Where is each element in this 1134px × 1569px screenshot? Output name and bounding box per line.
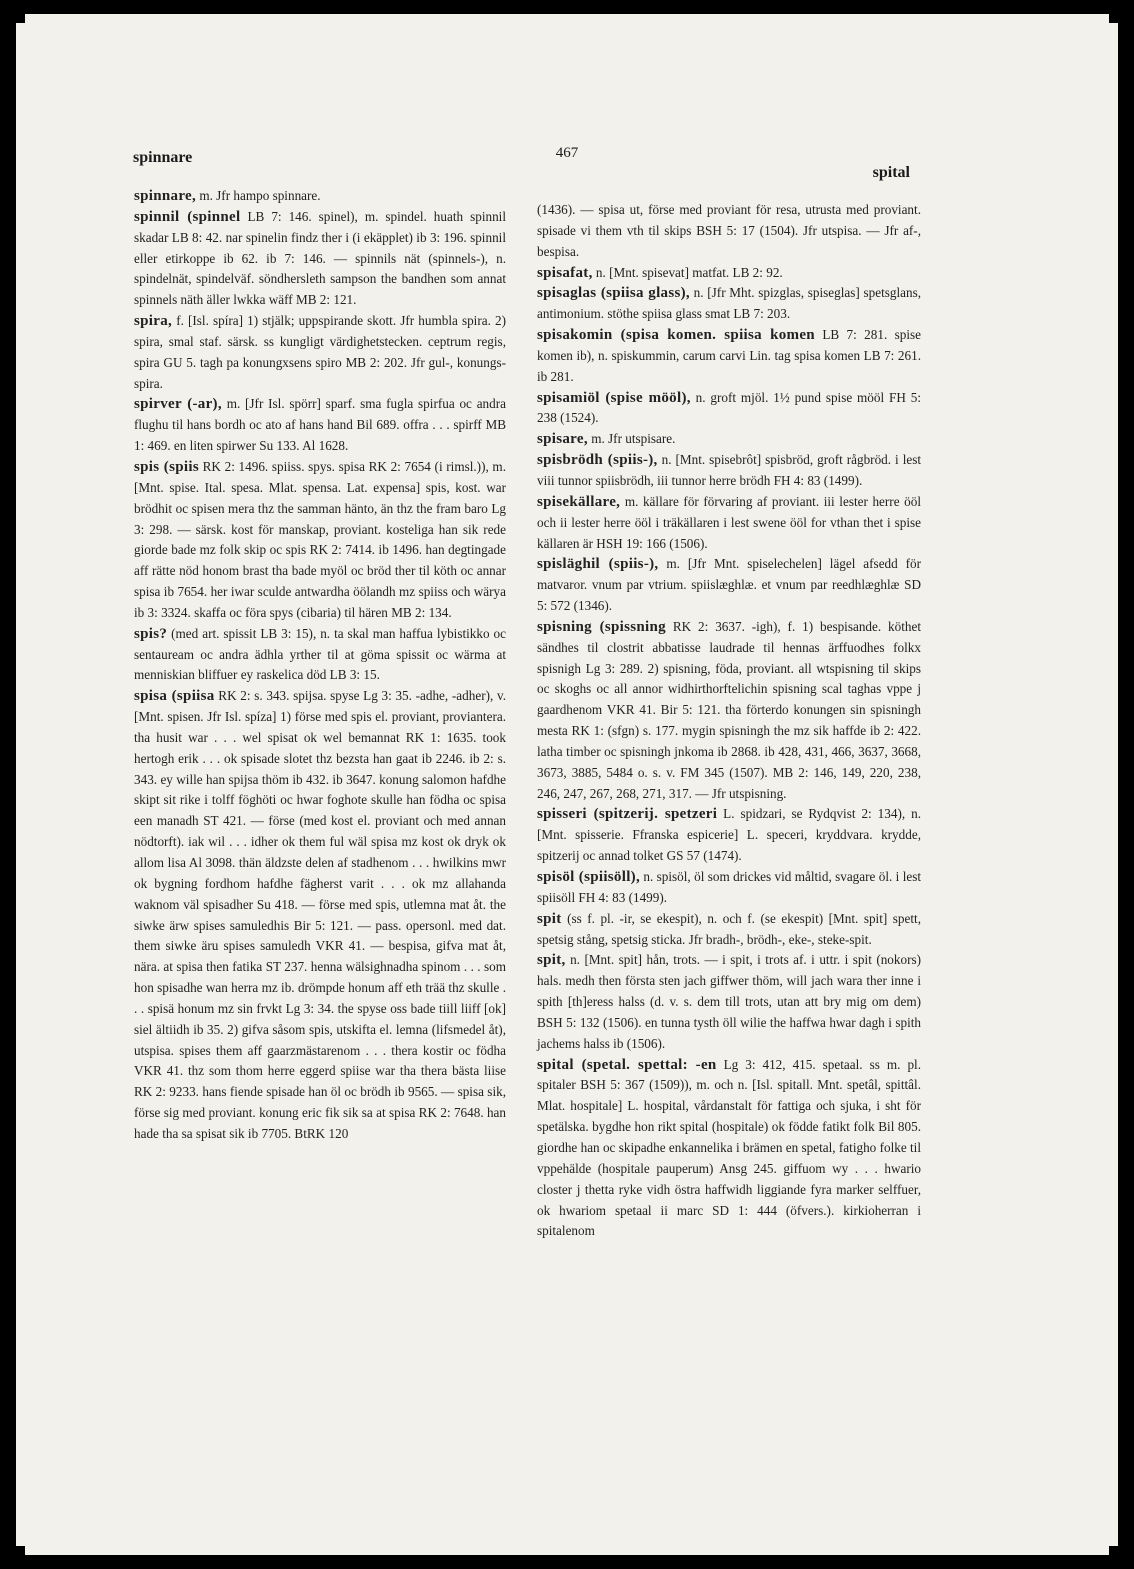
dictionary-entry	[537, 325, 921, 388]
dictionary-entry	[537, 867, 921, 909]
corner-mark-bottom-left	[16, 1546, 25, 1555]
dictionary-entry	[537, 200, 921, 263]
entry-text: m. källare för förvaring af proviant. iii lester herre ööl och ii lester herre ööl i träkällaren i lest swene ööl for vthan thet i spise källaren är HSH 19: 166 (1506).	[537, 493, 921, 551]
entry-text: n. groft mjöl. 1½ pund spise mööl FH 5: 238 (1524).	[537, 389, 921, 426]
dictionary-entry	[537, 283, 921, 325]
entry-text: n. [Mnt. spisevat] matfat. LB 2: 92.	[595, 264, 783, 280]
dictionary-entry	[134, 186, 506, 207]
entry-headword: spisamiöl (spise mööl),	[537, 389, 691, 406]
entry-text: L. spidzari, se Rydqvist 2: 134), n. [Mnt. spisserie. Ffranska espicerie] L. speceri, kryddvara. krydde, spitzerij oc annad tolket GS 57 (1474).	[537, 806, 921, 864]
dictionary-entry	[134, 207, 506, 311]
entry-headword: spira,	[134, 313, 173, 330]
entry-headword: spinnil (spinnel	[134, 208, 241, 225]
entry-text: LB 7: 146. spinel), m. spindel. huath spinnil skadar LB 8: 42. nar spinelin findz ther i (i ekäpplet) ib 3: 196. spinnil eller etirkoppe ib 62. ib 7: 146. — spinnils nät (spinnels-), n. spindelnät, spindelväf. söndhersleth sampson the bandhen som annat spinnels näth äller lwkka wäff MB 2: 121.	[134, 208, 506, 308]
entry-headword: spis?	[134, 625, 168, 642]
left-column	[134, 186, 506, 1145]
dictionary-entry	[537, 950, 921, 1054]
dictionary-entry	[537, 429, 921, 450]
entry-headword: spital (spetal. spettal: -en	[537, 1056, 717, 1073]
running-head-right: spital	[872, 164, 910, 181]
dictionary-entry	[537, 492, 921, 555]
entry-text: n. spisöl, öl som drickes vid måltid, svagare öl. i lest spiisöll FH 4: 83 (1499).	[537, 869, 922, 905]
dictionary-entry	[134, 686, 506, 1145]
entry-text: n. [Mnt. spit] hån, trots. — i spit, i trots af. i uttr. i spit (nokors) hals. medh then första sten jach giffwer thöm, will jach wara ther inne i spith [th]eress halss (d. v. s. dem till trots, utan att bry mig om dem) BSH 5: 132 (1506). en tunna tysth öll wilie the haffwa hwar dagh i spith jachems halss ib (1506).	[537, 952, 922, 1051]
entry-headword: spisa (spiisa	[134, 688, 215, 705]
entry-text: LB 7: 281. spise komen ib), n. spiskummin, carum carvi Lin. tag spisa komen LB 7: 261. ib 281.	[537, 327, 922, 384]
entry-text: RK 2: 3637. -igh), f. 1) bespisande. köthet sändhes til clostrit abbatisse laudrade til hennas ärffuodhes folkx spisnigh Lg 3: 289. 2) spisning, föda, proviant. all wtspisning til skips oc skoghs oc all annor widhirthorftelichin spisning scal taghas vppe j gaardhenom VKR 41. Bir 5: 121. tha förterdo konungen sin spisningh mesta RK 1: (sfgn) s. 177. mygin spisningh the mz sik haffde ib 2: 422. latha timber oc spisningh jnkoma ib 2868. ib 428, 431, 466, 3637, 3668, 3673, 3885, 5484 o. s. v. FM 345 (1507). MB 2: 146, 149, 220, 238, 246, 247, 267, 268, 271, 317. — Jfr utspisning.	[537, 618, 922, 801]
entry-headword: spisaglas (spiisa glass),	[537, 285, 690, 302]
corner-mark-top-left	[16, 14, 25, 23]
right-column	[537, 200, 921, 1242]
dictionary-entry	[537, 554, 921, 617]
running-head-left: spinnare	[133, 149, 193, 166]
corner-mark-bottom-right	[1109, 1546, 1118, 1555]
entry-text: (med art. spissit LB 3: 15), n. ta skal man haffua lybistikko oc sentauream oc andra ädhla yrther til at göma spissit oc wärma at menniskian bliffuer ey raskelica död LB 3: 15.	[134, 625, 506, 683]
entry-headword: spisläghil (spiis-),	[537, 556, 659, 573]
entry-headword: spisöl (spiisöll),	[537, 869, 641, 885]
entry-headword: spisafat,	[537, 264, 593, 281]
page-number: 467	[555, 145, 579, 161]
entry-headword: spisbrödh (spiis-),	[537, 452, 658, 469]
dictionary-entry	[537, 909, 921, 951]
dictionary-entry	[537, 1055, 921, 1243]
entry-headword: spit	[537, 910, 562, 927]
entry-text: m. Jfr utspisare.	[591, 431, 676, 447]
entry-text: RK 2: s. 343. spijsa. spyse Lg 3: 35. -adhe, -adher), v. [Mnt. spisen. Jfr Isl. spíza] 1) förse med spis el. proviant, proviantera. tha husit war . . . wel spisat ok wel bemannat RK 1: 1635. took hertogh erik . . . ok spisade slotet thz bezsta han gaat ib 2246. ib 2: s. 343. ey wille han spijsa thöm ib 432. ib 3647. konung salomon hafdhe skipt sit rike i tolff föghöti oc hwar foghote skulle han födha oc spisa een manadh ST 421. — förse (med kost el. proviant och med annan nödtorft). iak wil . . . idher ok them ful wäl spisa mz kost ok dryk ok allom lisa Al 3098. thän äldzste delen af stadhenom . . . hwilkins mwr ok bygning fordhom hafdhe fägherst varit . . . ok mz allahanda waknom väl spisadher Su 418. — förse med spis, utlemna mat åt. the siwke ärw spises samuledhis Bir 5: 121. — pass. opersonl. med dat. them siwke äru spises samuledh VKR 41. — bespisa, gifva mat åt, nära. at spisa then fatika ST 237. henna wälsighnadha spinom . . . som hon spisadhe wan herra mz ib. drömpde honum aff eth trää thz skulle . . . spisä honum mz sin frvkt Lg 3: 34. the spyse oss bade tiill liiff [ok] siel ältiidh ib 35. 2) gifva såsom spis, utskifta el. lemna (lifsmedel åt), utspisa. spises them aff gaarzmästarenom . . . thera kostir oc födha VKR 41. thz som thom herre eggerd spiise war tha thera bästa liise RK 2: 9233. hans fiende spisade han öl oc brödh ib 9565. — spisa sik, förse sig med proviant. konung eric fik sik sa at spisa RK 2: 7648. han hade tha sa spisat sik ib 7705. BtRK 120	[134, 688, 506, 1141]
dictionary-entry	[134, 311, 506, 394]
entry-text: Lg 3: 412, 415. spetaal. ss m. pl. spitaler BSH 5: 367 (1509)), m. och n. [Isl. spitall. Mnt. spetâl, spittâl. Mlat. hospitale] L. hospital, vårdanstalt för fattiga och sjuka, i sht för spetälska. bygdhe hon rikt spital (hospitale) ok födde fatikt folk Bil 805. giordhe han oc skipadhe enkannelika i brämen en spetal, fatigho folke til vppehälde (hospitale pauperum) Ansg 245. giffuom wy . . . hwario closter j thetta ryke vidh östra haffwidh liggiande fyra marker selffuer, ok hwariom spetaal ii marc SD 1: 444 (öfvers.). kirkioherran i spitalenom	[537, 1056, 921, 1239]
entry-headword: spisseri (spitzerij. spetzeri	[537, 806, 718, 823]
dictionary-entry	[537, 263, 921, 284]
dictionary-entry	[134, 394, 506, 457]
entry-text: f. [Isl. spíra] 1) stjälk; uppspirande skott. Jfr humbla spira. 2) spira, smal staf. särsk. ss kungligt värdighetstecken. ceptrum regis, spira GU 5. tagh pa konungxsens spiro MB 2: 202. Jfr gul-, konungs-spira.	[134, 313, 506, 391]
entry-text: (ss f. pl. -ir, se ekespit), n. och f. (se ekespit) [Mnt. spit] spett, spetsig stång, spetsig sticka. Jfr bradh-, brödh-, eke-, steke-spit.	[537, 910, 922, 947]
dictionary-entry	[537, 450, 921, 492]
dictionary-entry	[134, 624, 506, 687]
entry-text: m. Jfr hampo spinnare.	[199, 188, 321, 203]
entry-headword: spis (spiis	[134, 458, 199, 475]
entry-headword: spinnare,	[134, 188, 197, 204]
dictionary-entry	[537, 617, 921, 805]
corner-mark-top-right	[1109, 14, 1118, 23]
entry-headword: spisekällare,	[537, 493, 621, 510]
entry-text: m. [Jfr Isl. spörr] sparf. sma fugla spirfua oc andra flughu til hans bordh oc ato af hans hand Bil 689. offra . . . spirff MB 1: 469. en liten spirwer Su 133. Al 1628.	[134, 396, 506, 454]
entry-text: RK 2: 1496. spiiss. spys. spisa RK 2: 7654 (i rimsl.)), m. [Mnt. spise. Ital. spesa. Mlat. spensa. Lat. expensa] spis, kost. war brödhit oc spisen mera thz the samman hänto, än thz the fram baro Lg 3: 298. — särsk. kost för manskap, proviant. kosteliga han sik rede giorde bade mz folk skip oc spis RK 2: 7414. ib 1496. han degtingade aff rätte nöd honom brast tha bade myöl oc bröd ther til köth oc annar spisa ib 7654. her iwar sculde antwardha öölandh mz spiiss och wärya ib 3: 3324. skaffa oc föra spys (cibaria) til hären MB 2: 134.	[134, 458, 506, 620]
dictionary-page	[16, 14, 1118, 1555]
entry-headword: spisakomin (spisa komen. spiisa komen	[537, 327, 815, 344]
entry-text: (1436). — spisa ut, förse med proviant för resa, utrusta med proviant. spisade vi them vth til skips BSH 5: 17 (1504). Jfr utspisa. — Jfr af-, bespisa.	[537, 202, 921, 259]
entry-headword: spirver (-ar),	[134, 396, 222, 413]
dictionary-entry	[537, 804, 921, 867]
entry-headword: spisare,	[537, 431, 588, 448]
dictionary-entry	[537, 388, 921, 430]
entry-headword: spit,	[537, 952, 566, 969]
entry-text: m. [Jfr Mnt. spiselechelen] lägel afsedd för matvaror. vnum par vtrium. spiislæghlæ. et vnum par reedhlæghlæ SD 5: 572 (1346).	[537, 556, 922, 614]
dictionary-entry	[134, 457, 506, 624]
entry-text: n. [Mnt. spisebrôt] spisbröd, groft rågbröd. i lest viii tunnor spiisbrödh, iii tunnor herre brödh FH 4: 83 (1499).	[537, 452, 922, 488]
entry-headword: spisning (spissning	[537, 618, 666, 635]
entry-text: n. [Jfr Mht. spizglas, spiseglas] spetsglans, antimonium. stöthe spiisa glass smat LB 7: 203.	[537, 285, 922, 322]
